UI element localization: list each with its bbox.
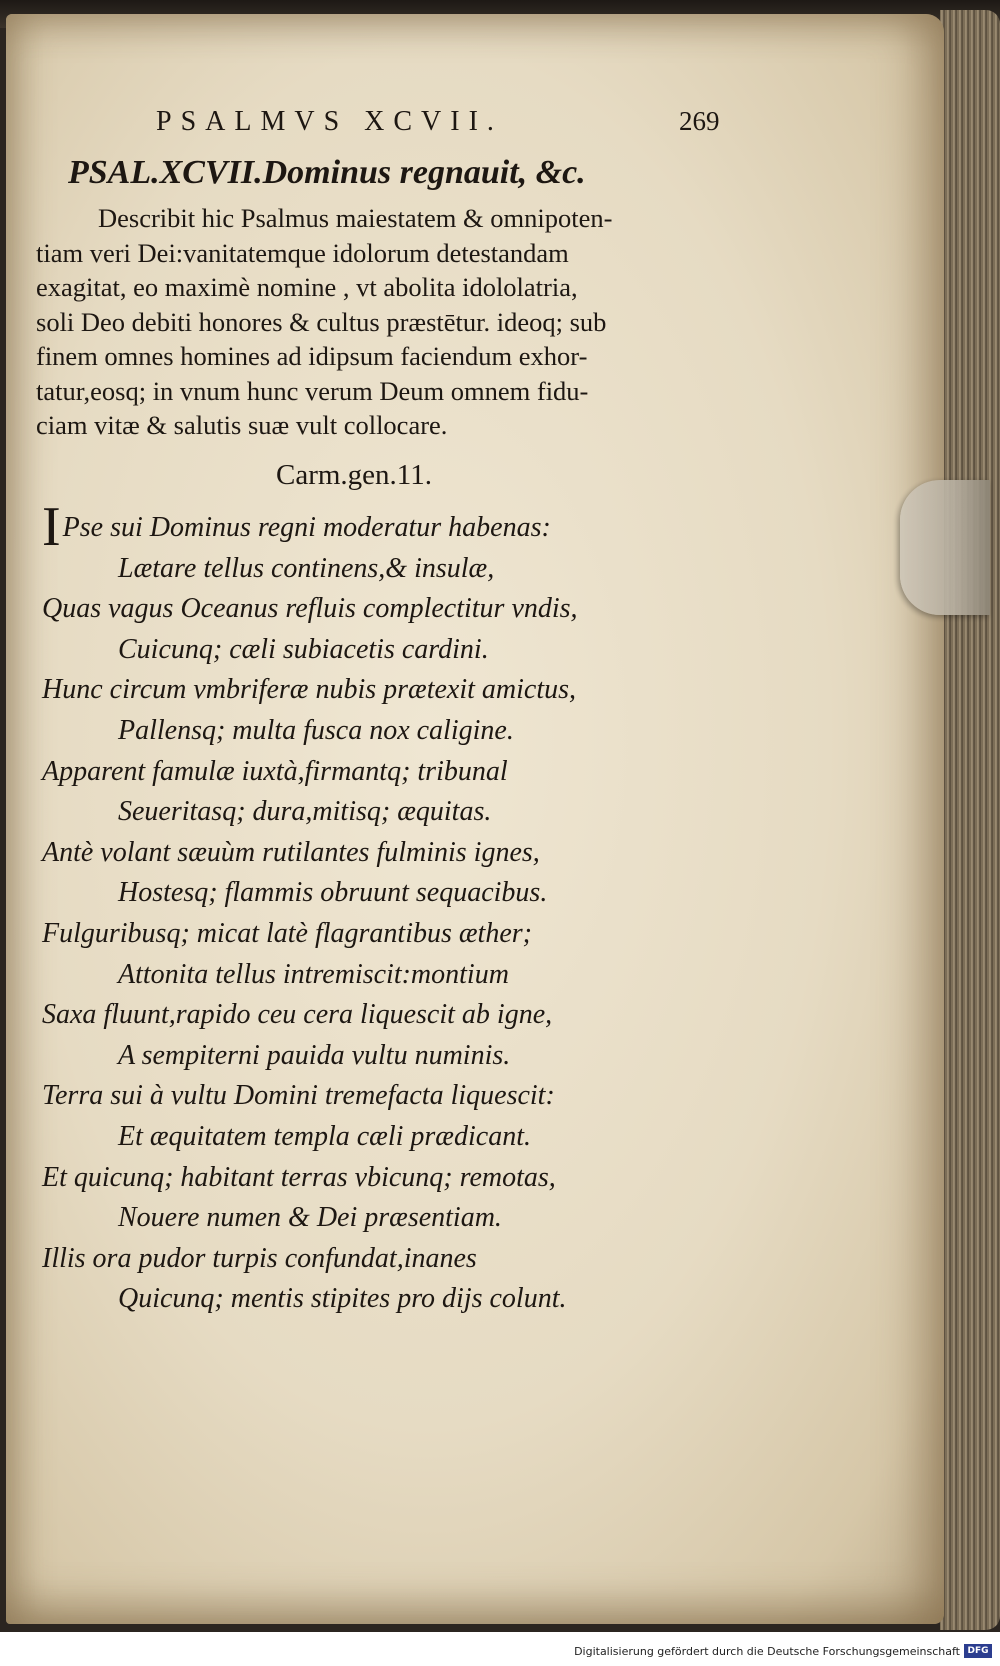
poem-line: Hunc circum vmbriferæ nubis prætexit amictus, (42, 674, 577, 706)
psalm-heading: PSAL.XCVII.Dominus regnauit, &c. (68, 154, 586, 191)
psalm-argument (36, 201, 736, 443)
poem-line-text: Pse sui Dominus regni moderatur habenas: (62, 512, 551, 543)
page-number: 269 (679, 106, 720, 136)
poem-line: Seueritasq; dura,mitisq; æquitas. (118, 796, 492, 828)
argument-line: finem omnes homines ad idipsum faciendum exhor- (36, 341, 588, 371)
poem-line: Quicunq; mentis stipites pro dijs colunt. (118, 1283, 567, 1315)
poem-line: Cuicunq; cæli subiacetis cardini. (118, 633, 489, 665)
funding-credit: Digitalisierung gefördert durch die Deutsche Forschungsgemeinschaft (574, 1645, 960, 1658)
poem-line: Pallensq; multa fusca nox caligine. (118, 714, 514, 746)
argument-line: Describit hic Psalmus maiestatem & omnipoten- (98, 203, 613, 233)
poem-line: Antè volant sæuùm rutilantes fulminis ignes, (42, 836, 540, 868)
poem (42, 496, 762, 1320)
book-page (6, 14, 944, 1624)
page-clip (900, 480, 990, 615)
poem-line-first (42, 496, 762, 558)
argument-line: exagitat, eo maximè nomine , vt abolita idololatria, (36, 272, 578, 302)
poem-line: Lætare tellus continens,& insulæ, (118, 552, 495, 584)
poem-line: A sempiterni pauida vultu numinis. (118, 1039, 511, 1071)
poem-line: Et æquitatem templa cæli prædicant. (118, 1120, 531, 1152)
poem-line: Nouere numen & Dei præsentiam. (118, 1202, 502, 1234)
section-title: Carm.gen.11. (276, 459, 432, 491)
poem-line: Illis ora pudor turpis confundat,inanes (42, 1242, 477, 1274)
poem-line: Terra sui à vultu Domini tremefacta liquescit: (42, 1080, 555, 1112)
argument-line: tiam veri Dei:vanitatemque idolorum detestandam (36, 237, 569, 268)
poem-line: Apparent famulæ iuxtà,firmantq; tribunal (42, 755, 508, 787)
drop-cap: I (42, 496, 61, 558)
running-head: PSALMVS XCVII. (156, 106, 503, 137)
argument-line: ciam vitæ & salutis suæ vult collocare. (36, 410, 448, 440)
argument-line: soli Deo debiti honores & cultus præstētur. ideoq; sub (36, 306, 607, 337)
dfg-logo: DFG (964, 1644, 992, 1658)
poem-line: Quas vagus Oceanus refluis complectitur vndis, (42, 593, 578, 625)
argument-line: tatur,eosq; in vnum hunc verum Deum omnem fidu- (36, 375, 589, 406)
book-page-edges (940, 10, 1000, 1630)
poem-line: Et quicunq; habitant terras vbicunq; remotas, (42, 1161, 556, 1193)
poem-line: Attonita tellus intremiscit:montium (118, 958, 509, 990)
poem-line: Saxa fluunt,rapido ceu cera liquescit ab igne, (42, 999, 553, 1031)
poem-line: Fulguribusq; micat latè flagrantibus æther; (42, 917, 532, 949)
poem-line: Hostesq; flammis obruunt sequacibus. (118, 877, 548, 909)
